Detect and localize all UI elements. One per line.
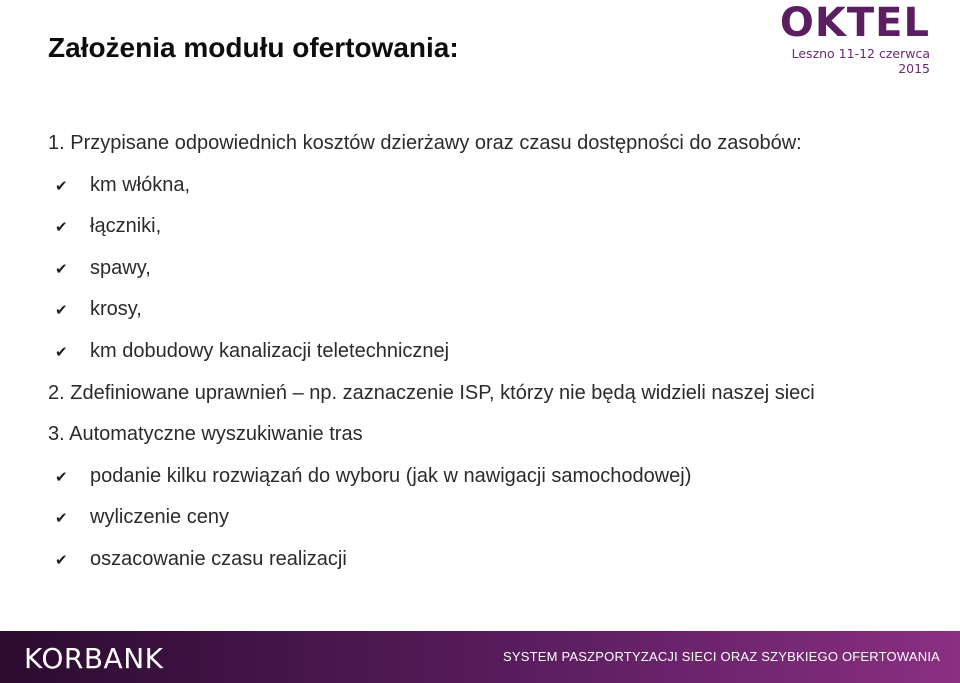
check-icon: ✔ (55, 219, 68, 237)
check-icon: ✔ (55, 343, 68, 361)
bullet-item (48, 211, 928, 253)
footer-tagline: SYSTEM PASZPORTYZACJI SIECI ORAZ SZYBKIEGO OFERTOWANIA (503, 649, 940, 664)
bullet-item (48, 461, 928, 503)
check-icon: ✔ (55, 260, 68, 278)
bullet-text: wyliczenie ceny (90, 506, 229, 529)
korbank-logo: KORBANK (24, 642, 164, 675)
bullet-text: km dobudowy kanalizacji teletechnicznej (90, 339, 450, 362)
footer-bar (0, 631, 960, 683)
bullet-text: spawy, (90, 256, 151, 279)
check-icon: ✔ (55, 551, 68, 569)
bullet-text: łączniki, (90, 215, 162, 238)
bullet-item (48, 294, 928, 336)
list-item-2: 2. Zdefiniowane uprawnień – np. zaznaczenie ISP, którzy nie będą widzieli naszej sieci (48, 381, 815, 404)
bullet-item (48, 336, 928, 378)
bullet-text: oszacowanie czasu realizacji (90, 547, 347, 570)
oktel-logo-subtitle: Leszno 11-12 czerwca 2015 (791, 46, 930, 76)
bullet-item (48, 170, 928, 212)
bullet-item (48, 544, 928, 586)
check-icon: ✔ (55, 468, 68, 486)
list-item-3: 3. Automatyczne wyszukiwanie tras (48, 423, 363, 446)
bullet-text: krosy, (90, 298, 142, 321)
check-icon: ✔ (55, 302, 68, 320)
check-icon: ✔ (55, 177, 68, 195)
bullet-text: km włókna, (90, 173, 191, 196)
oktel-logo (770, 2, 930, 76)
bullet-item (48, 502, 928, 544)
oktel-logo-brand: OKTEL (779, 0, 930, 46)
list-item-1: 1. Przypisane odpowiednich kosztów dzierżawy oraz czasu dostępności do zasobów: (48, 132, 802, 154)
page-title: Założenia modułu ofertowania: (48, 32, 459, 63)
bullet-item (48, 253, 928, 295)
slide-content (48, 128, 928, 586)
check-icon: ✔ (55, 510, 68, 528)
bullet-text: podanie kilku rozwiązań do wyboru (jak w nawigacji samochodowej) (90, 464, 692, 487)
